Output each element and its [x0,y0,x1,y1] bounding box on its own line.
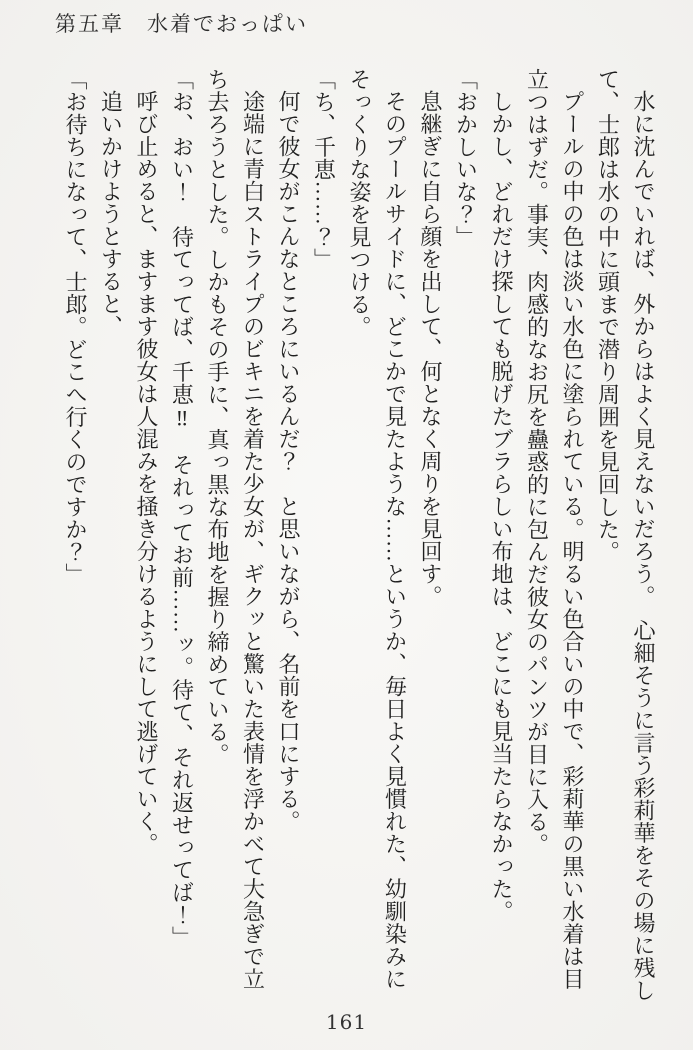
paragraph-narration: 追いかけようとすると、 [98,90,124,338]
paragraph-narration: そのプールサイドに、どこかで見たような……というか、毎日よく見慣れた、幼馴染みにそっくりな姿を見つける。 [347,68,408,990]
page-number: 161 [325,1010,368,1034]
paragraph-narration: 何で彼女がこんなところにいるんだ？ と思いながら、名前を口にする。 [276,90,301,833]
body-text-block [58,68,662,1008]
paragraph-dialogue: 「お、おい！ 待てってば、千恵‼ それってお前……ッ。待て、それ返せってば！」 [169,68,195,949]
paragraph-narration: 水に沈んでいれば、外からはよく見えないだろう。 心細そうに言う彩莉華をその場に残して、士郎は水の中に頭まで潜り周囲を見回した。 [595,68,656,1002]
paragraph-narration: しかし、どれだけ探しても脱げたブラらしい布地は、どこにも見当たらなかった。 [489,90,514,923]
paragraph-dialogue: 「お待ちになって、士郎。どこへ行くのですか？」 [63,68,88,586]
paragraph-narration: 途端に青白ストライプのビキニを着た少女が、ギクッと驚いた表情を浮かべて大急ぎで立ち去ろうとした。しかもその手に、真っ黒な布地を握り締めている。 [205,68,266,990]
paragraph-narration: プールの中の色は淡い水色に塗られている。明るい色合いの中で、彩莉華の黒い水着は目立つはずだ。事実、肉感的なお尻を蠱惑的に包んだ彼女のパンツが目に入る。 [524,68,585,990]
chapter-header: 第五章 水着でおっぱい [55,12,308,36]
paragraph-narration: 息継ぎに自ら顔を出して、何となく周りを見回す。 [418,90,443,608]
paragraph-dialogue: 「おかしいな？」 [453,68,479,248]
paragraph-dialogue: 「ち、千恵……？」 [311,68,337,271]
paragraph-narration: 呼び止めると、ますます彼女は人混みを掻き分けるようにして逃げていく。 [134,90,159,855]
